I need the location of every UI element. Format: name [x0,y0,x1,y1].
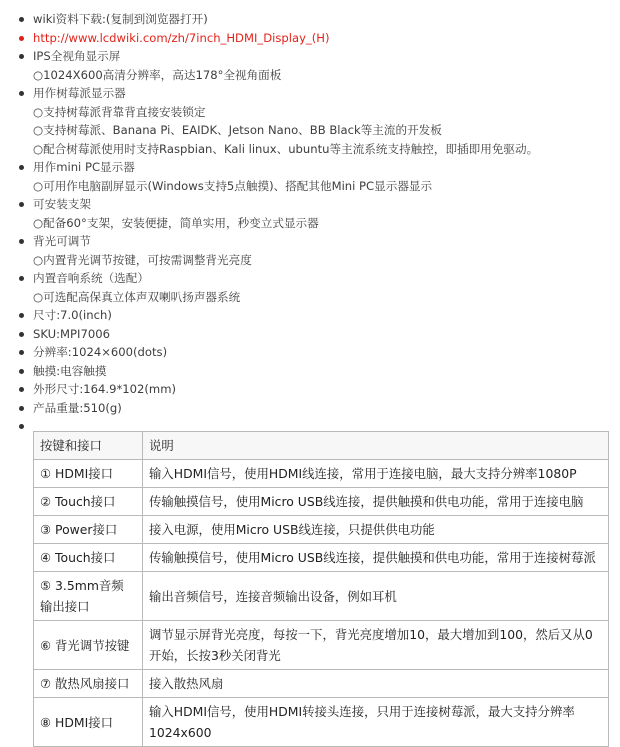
spec-item [0,251,620,270]
bullet-icon [19,406,24,411]
table-row [34,488,609,516]
bullet-icon [19,332,24,337]
spec-item [0,84,620,103]
bullet-icon [19,350,24,355]
spec-item [0,306,620,325]
spec-item [0,158,620,177]
ports-table [33,431,609,747]
bullet-icon [19,369,24,374]
spec-text: ○配备60°支架，安装便捷，简单实用，秒变立式显示器 [33,215,319,230]
spec-text: SKU:MPI7006 [33,326,110,341]
spec-item [0,121,620,140]
port-name-cell: ③ Power接口 [34,516,143,544]
port-desc-cell: 接入电源，使用Micro USB线连接，只提供供电功能 [143,516,609,544]
port-desc-cell: 传输触摸信号，使用Micro USB线连接，提供触摸和供电功能，常用于连接电脑 [143,488,609,516]
spec-text: ○可用作电脑副屏显示(Windows支持5点触摸)、搭配其他Mini PC显示器显示 [33,178,433,193]
spec-item [0,66,620,85]
bullet-icon [19,54,24,59]
table-header-cell: 按键和接口 [34,432,143,460]
spec-text: 尺寸:7.0(inch) [33,308,112,322]
table-row [34,516,609,544]
table-row [34,572,609,621]
port-name-cell: ⑦ 散热风扇接口 [34,670,143,698]
spec-text: 内置音响系统（选配） [33,271,149,285]
port-desc-cell: 输入HDMI信号，使用HDMI线连接，常用于连接电脑，最大支持分辨率1080P [143,460,609,488]
spec-item [0,362,620,381]
spec-text: IPS全视角显示屏 [33,49,121,63]
spec-item [0,232,620,251]
spec-text: 触摸:电容触摸 [33,363,107,378]
bullet-icon [19,17,24,22]
bullet-icon [19,387,24,392]
spec-text: ○可选配高保真立体声双喇叭扬声器系统 [33,289,241,304]
spec-item-link[interactable] [0,29,620,48]
spec-text: 产品重量:510(g) [33,400,122,415]
spec-text: wiki资料下载:(复制到浏览器打开) [33,12,208,26]
spec-text: ○支持树莓派背靠背直接安装锁定 [33,104,206,119]
spec-item [0,343,620,362]
spec-text: ○支持树莓派、Banana Pi、EAIDK、Jetson Nano、BB Black等主流的开发板 [33,123,442,137]
table-row [34,698,609,747]
spec-item [0,47,620,66]
port-desc-cell: 接入散热风扇 [143,670,609,698]
spec-text: ○配合树莓派使用时支持Raspbian、Kali linux、ubuntu等主流系统支持触控，即插即用免驱动。 [33,141,539,156]
port-name-cell: ④ Touch接口 [34,544,143,572]
bullet-icon [19,424,24,429]
table-header-cell: 说明 [143,432,609,460]
bullet-icon [19,313,24,318]
port-name-cell: ① HDMI接口 [34,460,143,488]
bullet-icon [19,202,24,207]
table-row [34,460,609,488]
spec-item [0,195,620,214]
bullet-icon [19,91,24,96]
port-desc-cell: 输入HDMI信号，使用HDMI转接头连接，只用于连接树莓派，最大支持分辨率1024x600 [143,698,609,747]
port-desc-cell: 输出音频信号，连接音频输出设备，例如耳机 [143,572,609,621]
spec-item [0,399,620,418]
port-name-cell: ② Touch接口 [34,488,143,516]
table-row [34,670,609,698]
spec-text: ○内置背光调节按键，可按需调整背光亮度 [33,252,252,267]
bullet-icon [19,165,24,170]
spec-item [0,177,620,196]
table-row [34,621,609,670]
port-desc-cell: 传输触摸信号，使用Micro USB线连接，提供触摸和供电功能，常用于连接树莓派 [143,544,609,572]
port-name-cell: ⑤ 3.5mm音频输出接口 [34,572,143,621]
spec-text: ○1024X600高清分辨率，高达178°全视角面板 [33,67,282,82]
spec-item [0,269,620,288]
spec-item [0,140,620,159]
spec-item [0,103,620,122]
bullet-icon [19,276,24,281]
spec-item [0,380,620,399]
bullet-icon [19,36,24,41]
spec-text: 用作mini PC显示器 [33,160,135,174]
spec-item [0,214,620,233]
spec-item [0,325,620,344]
table-row [34,544,609,572]
spec-item [0,10,620,29]
spec-text: 外形尺寸:164.9*102(mm) [33,382,177,396]
spec-item [0,288,620,307]
spec-text: 背光可调节 [33,234,91,248]
spec-text: 可安装支架 [33,197,91,211]
table-header-row [34,432,609,460]
bullet-icon [19,239,24,244]
spec-text: 用作树莓派显示器 [33,86,126,100]
wiki-link[interactable]: http://www.lcdwiki.com/zh/7inch_HDMI_Display_(H) [33,30,330,45]
port-name-cell: ⑧ HDMI接口 [34,698,143,747]
spec-text: 分辨率:1024×600(dots) [33,345,168,359]
port-name-cell: ⑥ 背光调节按键 [34,621,143,670]
port-desc-cell: 调节显示屏背光亮度，每按一下，背光亮度增加10，最大增加到100，然后又从0开始，长按3秒关闭背光 [143,621,609,670]
